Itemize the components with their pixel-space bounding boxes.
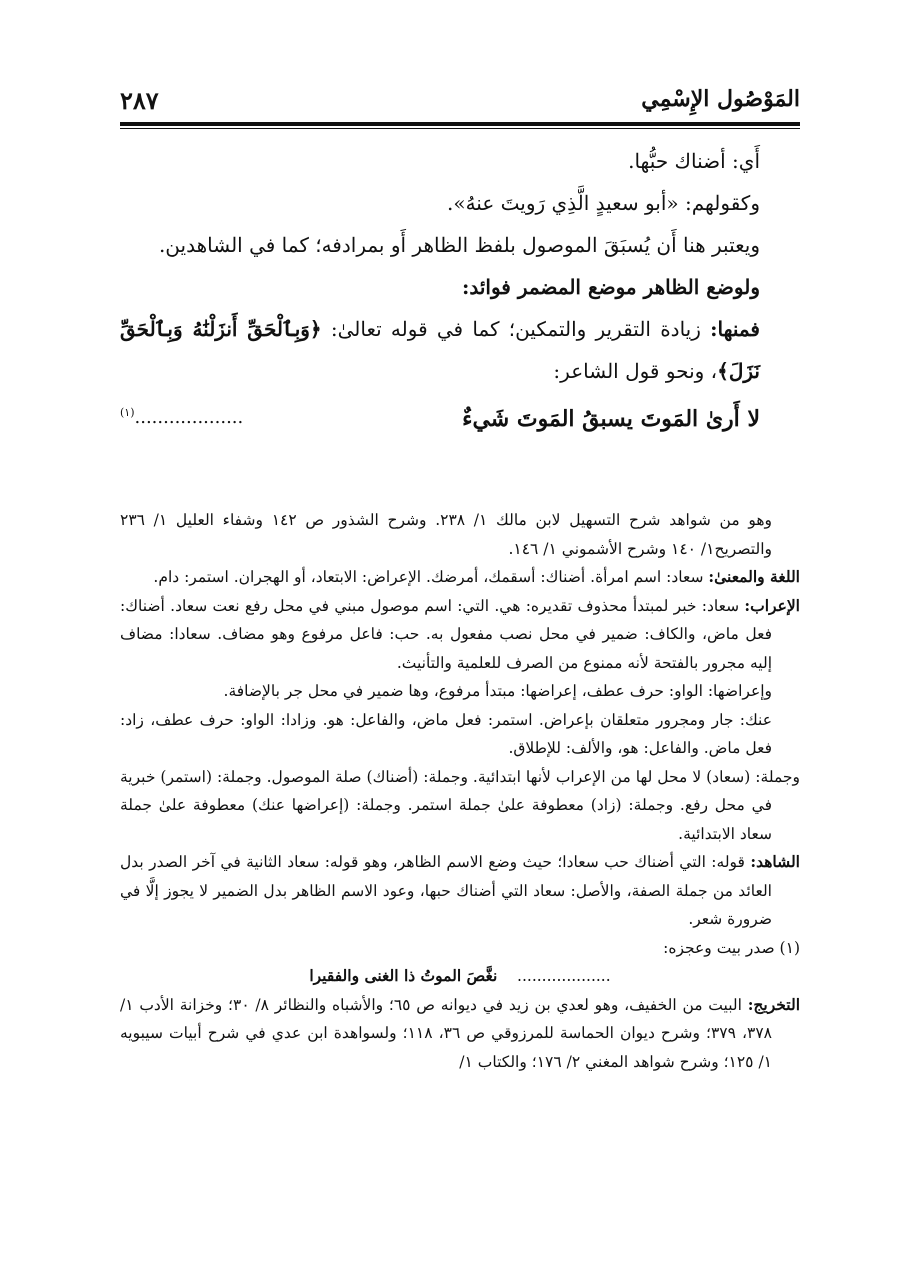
footnote-line	[120, 563, 800, 592]
footnote-ref: (١)	[120, 406, 135, 419]
verse-second-hemistich	[120, 406, 243, 428]
footnote-line	[120, 991, 800, 1077]
book-page	[120, 0, 800, 1271]
header-rule-thick	[120, 122, 800, 126]
paragraph-text: زيادة التقرير والتمكين؛ كما في قوله تعالىٰ:	[330, 317, 701, 341]
footnote-line: وهو من شواهد شرح التسهيل لابن مالك ١/ ٢٣٨. وشرح الشذور ص ١٤٢ وشفاء العليل ١/ ٢٣٦ والتصريح١/ ١٤٠ وشرح الأشموني ١/ ١٤٦.	[120, 511, 772, 558]
poem-text: نغَّصَ الموتُ ذا الغنى والفقيرا	[309, 966, 498, 985]
paragraph	[120, 308, 800, 392]
footnotes	[120, 506, 800, 1076]
section-heading: ولوضع الظاهر موضع المضمر فوائد:	[461, 275, 760, 299]
footnote-line: وجملة: (سعاد) لا محل لها من الإعراب لأنها ابتدائية. وجملة: (أضناك) صلة الموصول. وجملة: (استمر) خبرية في محل رفع. وجملة: (زاد) معطوفة علىٰ جملة استمر. وجملة: (إعراضها عنك) معطوفة علىٰ جملة سعاد الابتدائية.	[120, 767, 800, 843]
quran-verse: ﴿وَبِٱلْحَقِّ أَنزَلْنَٰهُ وَبِٱلْحَقِّ نَزَلَ﴾	[120, 317, 760, 383]
verse-first-hemistich: لا أَرىٰ المَوتَ يسبقُ المَوتَ شَيءٌ	[462, 406, 760, 432]
note-label: التخريج:	[747, 994, 801, 1014]
footnote-line	[120, 848, 800, 934]
footnote-poem	[120, 962, 800, 991]
note-text: البيت من الخفيف، وهو لعدي بن زيد في ديوانه ص ٦٥؛ والأشباه والنظائر ٨/ ٣٠؛ وخزانة الأدب ١/ ٣٧٨، ٣٧٩؛ وشرح ديوان الحماسة للمرزوقي ص ٣٦، ١١٨؛ ولسواهدة ابن عدي في شرح أبيات سيبويه ١/ ١٢٥؛ وشرح شواهد المغني ٢/ ١٧٦؛ والكتاب ١/	[120, 995, 773, 1071]
footnote-line: عنك: جار ومجرور متعلقان بإعراض. استمر: فعل ماض، والفاعل: هو. وزادا: الواو: حرف عطف، زاد: فعل ماض. والفاعل: هو، والألف: للإطلاق.	[120, 710, 772, 757]
note-text: سعاد: اسم امرأة. أضناك: أسقمك، أمرضك. الإعراض: الابتعاد، أو الهجران. استمر: دام.	[153, 568, 704, 586]
header-rule-thin	[120, 128, 800, 129]
main-text	[120, 140, 800, 392]
poem-dots: ...................	[517, 967, 611, 985]
paragraph-label: فمنها:	[710, 317, 760, 341]
note-label: الإعراب:	[744, 595, 800, 615]
text-line: وكقولهم: «أبو سعيدٍ الَّذِي رَويتَ عنهُ».	[446, 191, 760, 215]
note-text: سعاد: خبر لمبتدأ محذوف تقديره: هي. التي: اسم موصول مبني في محل رفع نعت سعاد. أضناك: فعل ماض، والكاف: ضمير في محل نصب مفعول به. حب: فاعل مرفوع وهو مضاف. سعادا: مضاف إليه مجرور بالفتحة لأنه ممنوع من الصرف للعلمية والتأنيث.	[120, 596, 772, 672]
text-line: ويعتبر هنا أَن يُسبَقَ الموصول بلفظ الظاهر أَو بمرادفه؛ كما في الشاهدين.	[158, 233, 760, 257]
footnote-line: (١) صدر بيت وعجزه:	[663, 938, 800, 957]
note-label: الشاهد:	[750, 852, 800, 871]
running-title: المَوْصُول الإِسْمِي	[641, 86, 800, 112]
footnote-line	[120, 592, 800, 678]
note-text: قوله: التي أضناك حب سعادا؛ حيث وضع الاسم الظاهر، وهو قوله: سعاد الثانية في آخر الصدر بدل العائد من جملة الصفة، والأصل: سعاد التي أضناك حبها، وعود الاسم الظاهر بدل الضمير لا يجوز إلَّا في ضرورة شعر.	[120, 853, 772, 928]
page-header	[120, 86, 800, 122]
paragraph-tail: ، ونحو قول الشاعر:	[553, 359, 718, 383]
page-number: ٢٨٧	[120, 86, 159, 115]
poem-verse	[120, 406, 800, 450]
text-line: أَي: أضناك حبُّها.	[628, 149, 760, 173]
footnote-line: وإعراضها: الواو: حرف عطف، إعراضها: مبتدأ مرفوع، وها ضمير في محل جر بالإضافة.	[223, 682, 772, 700]
verse-dots: ...................	[134, 407, 244, 428]
note-label: اللغة والمعنىٰ:	[708, 567, 800, 586]
